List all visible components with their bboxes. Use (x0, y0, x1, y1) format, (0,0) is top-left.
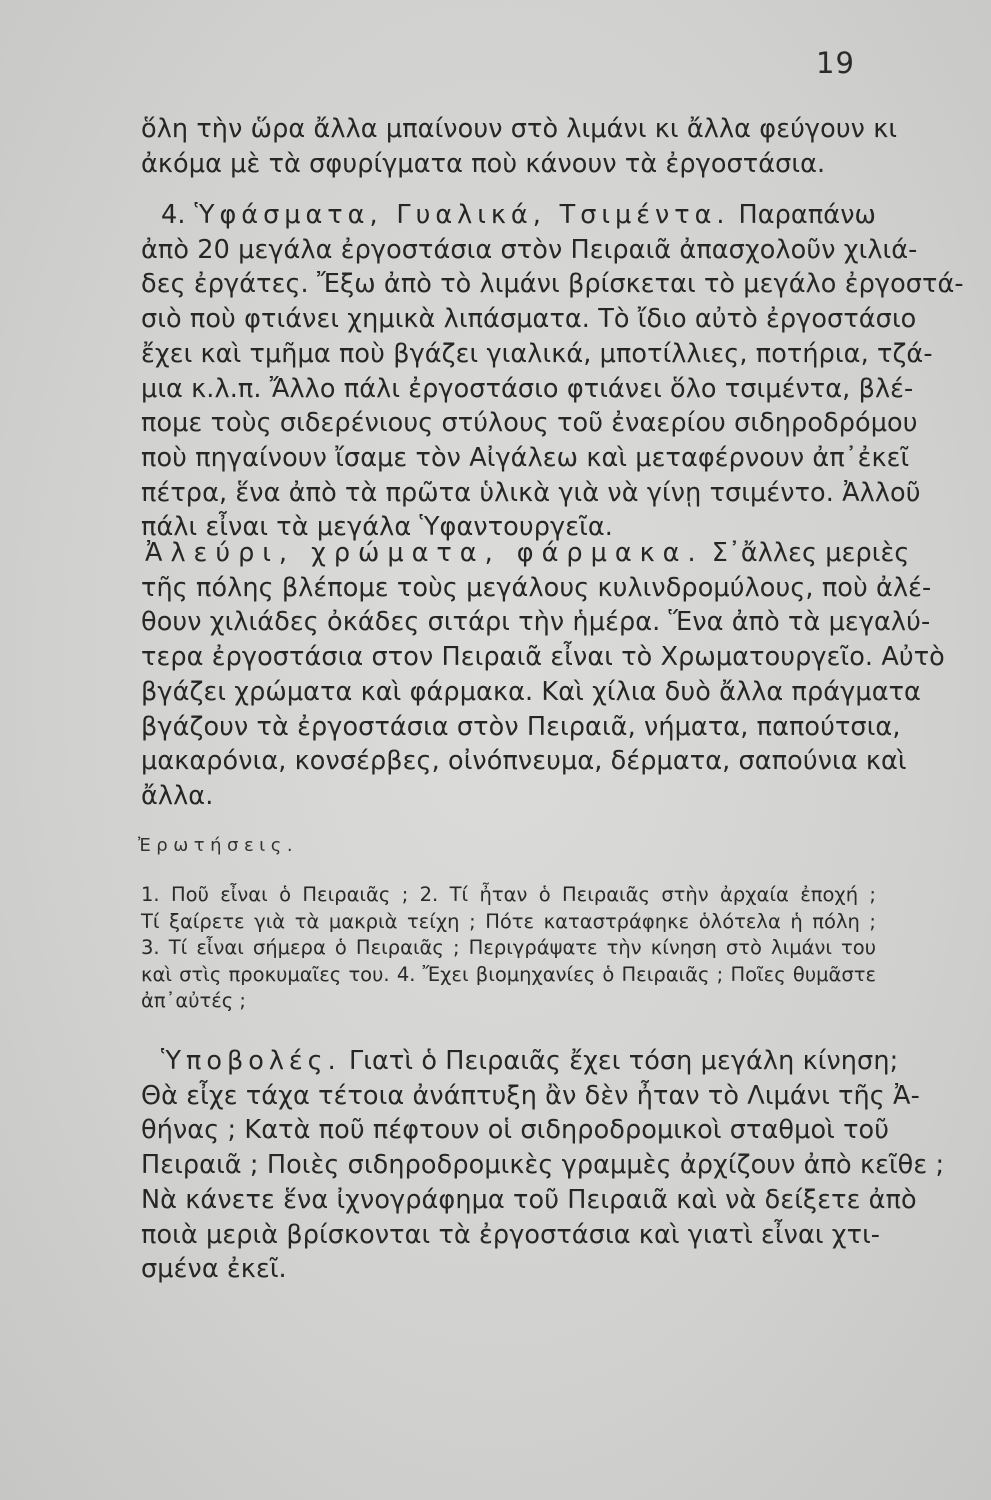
paragraph-flour-paints-medicines (141, 536, 945, 814)
section-number: 4. (161, 200, 186, 230)
text-line: ἔχει καὶ τμῆμα ποὺ βγάζει γιαλικά, μποτίλλιες, ποτήρια, τζά- (141, 338, 933, 369)
text-line: θήνας ; Κατὰ ποῦ πέφτουν οἱ σιδηροδρομικοὶ σταθμοὶ τοῦ (141, 1115, 890, 1146)
text-line: τῆς πόλης βλέπομε τοὺς μεγάλους κυλινδρομύλους, ποὺ ἀλέ- (141, 572, 932, 603)
text-line: σμένα ἐκεῖ. (141, 1254, 287, 1285)
text-line: πάλι εἶναι τὰ μεγάλα Ὑφαντουργεῖα. (141, 512, 613, 543)
questions-list (141, 882, 876, 1015)
paragraph-continuation (141, 112, 898, 181)
question-line: 3. Τί εἶναι σήμερα ὁ Πειραιᾶς ; Περιγράψατε τὴν κίνηση στὸ λιμάνι του (141, 936, 876, 959)
paragraph-suggestions (141, 1044, 945, 1287)
text-line (141, 536, 910, 571)
text-line: μακαρόνια, κονσέρβες, οἰνόπνευμα, δέρματα, σαπούνια καὶ (141, 746, 907, 777)
text-line: Νὰ κάνετε ἕνα ἰχνογράφημα τοῦ Πειραιᾶ καὶ νὰ δείξετε ἀπὸ (141, 1184, 917, 1215)
section-heading: Ὑφάσματα, Γυαλικά, Τσιμέντα. (194, 200, 730, 230)
question-line: Τί ξαίρετε γιὰ τὰ μακριὰ τείχη ; Πότε καταστράφηκε ὁλότελα ἡ πόλη ; (141, 909, 876, 933)
text-line: τερα ἐργοστάσια στον Πειραιᾶ εἶναι τὸ Χρωματουργεῖο. Αὐτὸ (141, 642, 945, 673)
section-heading: Ὑποβολές. (161, 1046, 341, 1076)
text-line: θουν χιλιάδες ὀκάδες σιτάρι τὴν ἡμέρα. Ἕνα ἀπὸ τὰ μεγαλύ- (141, 607, 931, 638)
text-line: σιὸ ποὺ φτιάνει χημικὰ λιπάσματα. Τὸ ἴδιο αὐτὸ ἐργοστάσιο (141, 304, 917, 335)
text-line: πέτρα, ἕνα ἀπὸ τὰ πρῶτα ὑλικὰ γιὰ νὰ γίνῃ τσιμέντο. Ἀλλοῦ (141, 477, 921, 508)
text-line: ὅλη τὴν ὥρα ἄλλα μπαίνουν στὸ λιμάνι κι ἄλλα φεύγουν κι (141, 114, 898, 144)
text-line: ποὺ πηγαίνουν ἴσαμε τὸν Αἰγάλεω καὶ μεταφέρνουν ἀπ᾿ἐκεῖ (141, 442, 910, 473)
question-line: ἀπ᾿αὐτές ; (141, 989, 246, 1012)
text-line: βγάζουν τὰ ἐργοστάσια στὸν Πειραιᾶ, νήματα, παπούτσια, (141, 711, 901, 742)
text-line: ποιὰ μεριὰ βρίσκονται τὰ ἐργοστάσια καὶ γιατὶ εἶναι χτι- (141, 1219, 881, 1250)
text-line-rest: Γιατὶ ὁ Πειραιᾶς ἔχει τόση μεγάλη κίνηση; (348, 1046, 899, 1076)
text-line (141, 198, 876, 233)
questions-heading: Ἐρωτήσεις. (138, 835, 299, 856)
page-number: 19 (816, 46, 855, 80)
question-line: καὶ στὶς προκυμαῖες του. 4. Ἔχει βιομηχανίες ὁ Πειραιᾶς ; Ποῖες θυμᾶστε (141, 962, 876, 986)
text-line: ἀπὸ 20 μεγάλα ἐργοστάσια στὸν Πειραιᾶ ἀπασχολοῦν χιλιά- (141, 234, 918, 265)
text-line-rest: Σ᾿ἄλλες μεριὲς (711, 538, 910, 568)
text-line: βγάζει χρώματα καὶ φάρμακα. Καὶ χίλια δυὸ ἄλλα πράγματα (141, 676, 921, 707)
paragraph-textiles-glass-cement (141, 198, 964, 545)
text-line: ἄλλα. (141, 780, 214, 811)
text-line-rest: Παραπάνω (738, 200, 876, 230)
text-line: δες ἐργάτες. Ἔξω ἀπὸ τὸ λιμάνι βρίσκεται τὸ μεγάλο ἐργοστά- (141, 269, 964, 300)
text-line (141, 1044, 899, 1079)
text-line: Θὰ εἶχε τάχα τέτοια ἀνάπτυξη ἂν δὲν ἦταν τὸ Λιμάνι τῆς Ἀ- (141, 1080, 920, 1111)
text-line: πομε τοὺς σιδερένιους στύλους τοῦ ἐναερίου σιδηροδρόμου (141, 408, 918, 439)
text-line: ἀκόμα μὲ τὰ σφυρίγματα ποὺ κάνουν τὰ ἐργοστάσια. (141, 148, 826, 179)
text-line: Πειραιᾶ ; Ποιὲς σιδηροδρομικὲς γραμμὲς ἀρχίζουν ἀπὸ κεῖθε ; (141, 1150, 945, 1181)
section-heading: Ἀλεύρι, χρώματα, φάρμακα. (145, 538, 704, 568)
text-line: μια κ.λ.π. Ἄλλο πάλι ἐργοστάσιο φτιάνει ὅλο τσιμέντα, βλέ- (141, 373, 914, 404)
question-line: 1. Ποῦ εἶναι ὁ Πειραιᾶς ; 2. Τί ἦταν ὁ Πειραιᾶς στὴν ἀρχαία ἐποχή ; (141, 883, 876, 906)
